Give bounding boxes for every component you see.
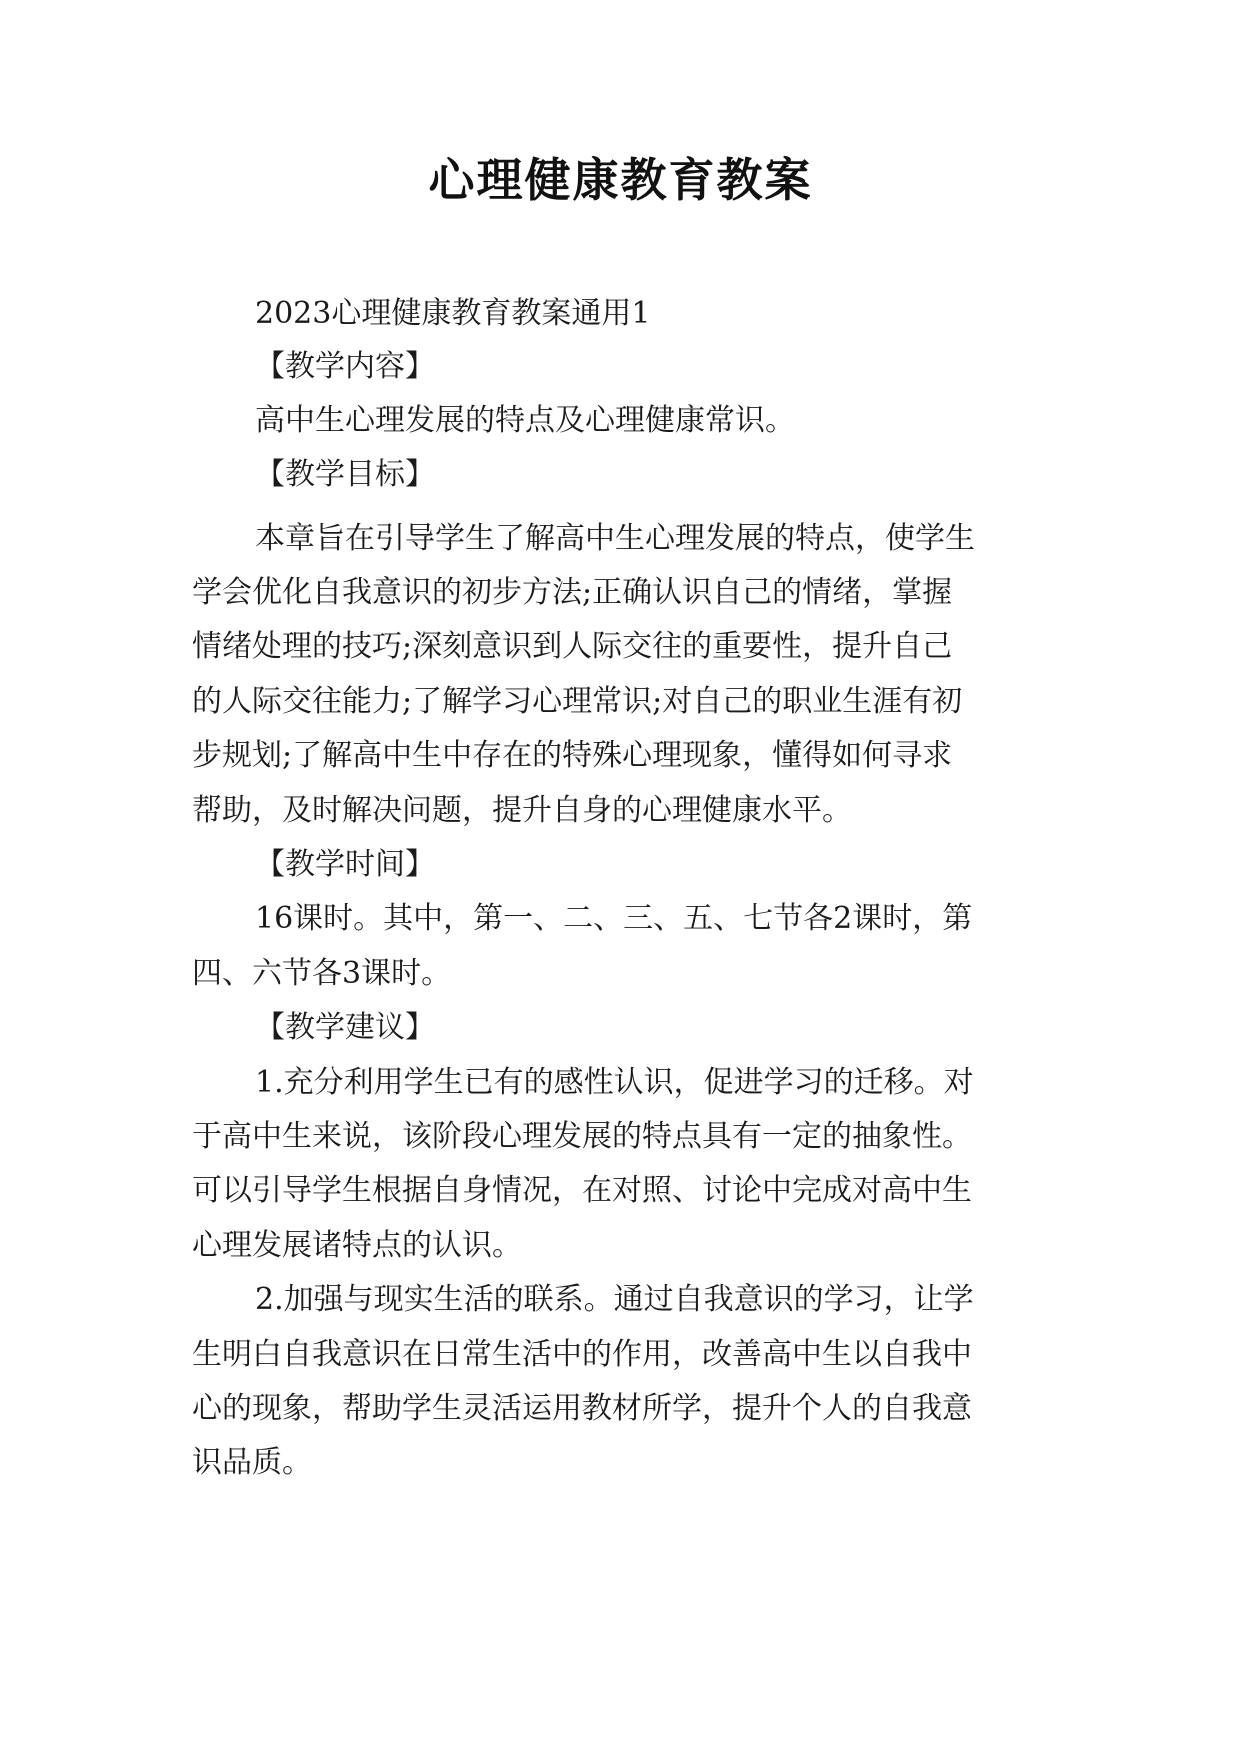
paragraph-line: 心的现象，帮助学生灵活运用教材所学，提升个人的自我意: [192, 1391, 972, 1426]
paragraph-line: 16课时。其中，第一、二、三、五、七节各2课时，第: [255, 901, 973, 936]
section-heading-time: 【教学时间】: [255, 847, 435, 882]
paragraph-line: 的人际交往能力;了解学习心理常识;对自己的职业生涯有初: [192, 684, 963, 719]
paragraph-line: 学会优化自我意识的初步方法;正确认识自己的情绪，掌握: [192, 575, 953, 610]
section-heading-goals: 【教学目标】: [255, 457, 435, 492]
paragraph-line: 1.充分利用学生已有的感性认识，促进学习的迁移。对: [255, 1065, 974, 1100]
paragraph-line: 可以引导学生根据自身情况，在对照、讨论中完成对高中生: [192, 1173, 972, 1208]
section-heading-suggestions: 【教学建议】: [255, 1010, 435, 1045]
section-heading-content: 【教学内容】: [255, 349, 435, 384]
paragraph-line: 于高中生来说，该阶段心理发展的特点具有一定的抽象性。: [192, 1119, 972, 1154]
paragraph-line: 帮助，及时解决问题，提升自身的心理健康水平。: [192, 793, 852, 828]
paragraph-line: 生明白自我意识在日常生活中的作用，改善高中生以自我中: [192, 1337, 972, 1372]
document-title: 心理健康教育教案: [428, 153, 813, 207]
paragraph-line: 高中生心理发展的特点及心理健康常识。: [255, 403, 795, 438]
paragraph-line: 2.加强与现实生活的联系。通过自我意识的学习，让学: [255, 1282, 974, 1317]
subtitle-line: 2023心理健康教育教案通用1: [255, 296, 651, 331]
paragraph-line: 步规划;了解高中生中存在的特殊心理现象，懂得如何寻求: [192, 738, 953, 773]
paragraph-line: 心理发展诸特点的认识。: [192, 1228, 522, 1263]
paragraph-line: 识品质。: [192, 1445, 312, 1480]
paragraph-line: 本章旨在引导学生了解高中生心理发展的特点，使学生: [255, 521, 975, 556]
paragraph-line: 四、六节各3课时。: [192, 956, 452, 991]
paragraph-line: 情绪处理的技巧;深刻意识到人际交往的重要性，提升自己: [192, 629, 953, 664]
